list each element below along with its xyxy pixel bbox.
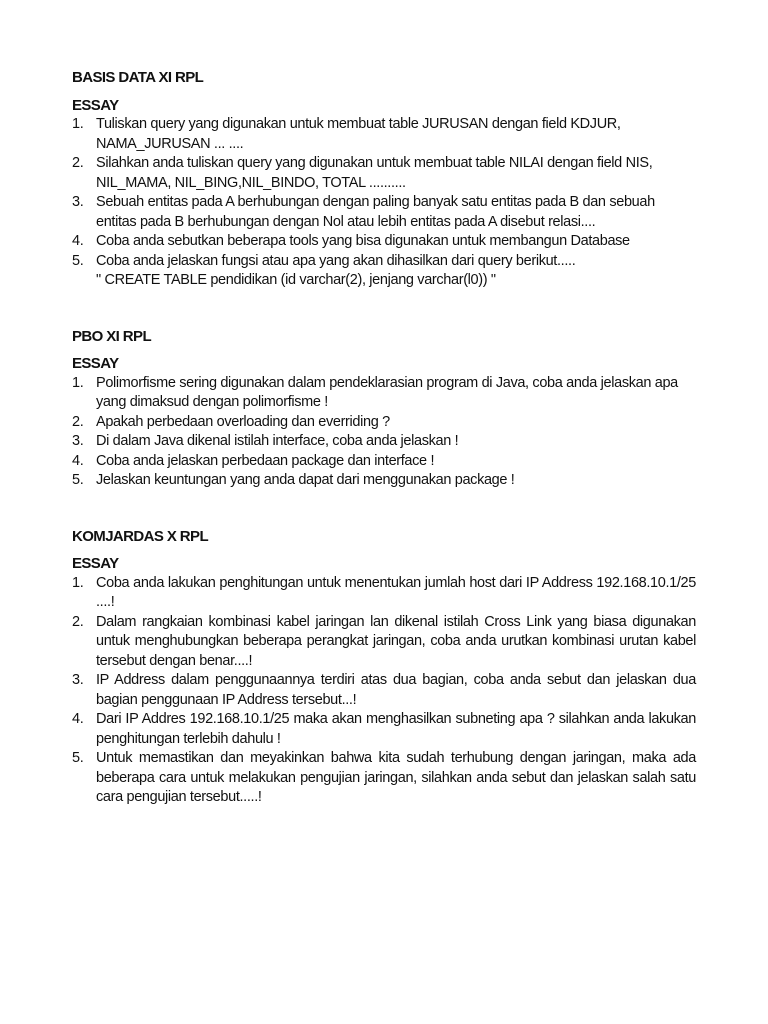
question-text: Apakah perbedaan overloading dan everriding ? bbox=[96, 413, 390, 430]
question-item bbox=[72, 749, 696, 808]
question-text: Jelaskan keuntungan yang anda dapat dari menggunakan package ! bbox=[96, 472, 515, 488]
question-item bbox=[72, 252, 696, 291]
question-number: 2. bbox=[72, 413, 84, 430]
question-number: 3. bbox=[72, 433, 84, 449]
question-number: 2. bbox=[72, 613, 84, 630]
question-number: 3. bbox=[72, 672, 84, 688]
question-text: Coba anda lakukan penghitungan untuk menentukan jumlah host dari IP Address 192.168.10.1/25 ....! bbox=[96, 574, 696, 610]
question-text: Silahkan anda tuliskan query yang digunakan untuk membuat table NILAI dengan field NIS, NIL_MAMA, NIL_BING,NIL_BINDO, TOTAL .......... bbox=[96, 155, 653, 191]
question-number: 3. bbox=[72, 194, 84, 210]
section-pbo bbox=[72, 327, 696, 491]
question-list bbox=[72, 574, 696, 808]
document-page bbox=[72, 68, 696, 844]
question-item bbox=[72, 613, 696, 672]
question-item bbox=[72, 154, 696, 193]
question-list bbox=[72, 374, 696, 491]
section-title: KOMJARDAS X RPL bbox=[72, 527, 209, 545]
question-number: 5. bbox=[72, 252, 84, 269]
question-item bbox=[72, 413, 696, 433]
question-text: Polimorfisme sering digunakan dalam pendeklarasian program di Java, coba anda jelaskan apa yang dimaksud dengan polimorfisme ! bbox=[96, 374, 678, 410]
question-number: 1. bbox=[72, 116, 84, 132]
question-number: 5. bbox=[72, 750, 84, 766]
question-number: 4. bbox=[72, 233, 84, 249]
question-text: Dari IP Addres 192.168.10.1/25 maka akan menghasilkan subneting apa ? silahkan anda lakukan penghitungan terlebih dahulu ! bbox=[96, 711, 696, 747]
question-item bbox=[72, 471, 696, 491]
section-title: PBO XI RPL bbox=[72, 327, 152, 345]
question-number: 1. bbox=[72, 574, 84, 591]
question-number: 4. bbox=[72, 452, 84, 469]
question-text: Coba anda sebutkan beberapa tools yang bisa digunakan untuk membangun Database bbox=[96, 233, 630, 249]
query-example: " CREATE TABLE pendidikan (id varchar(2), jenjang varchar(l0)) " bbox=[96, 272, 496, 288]
question-text: Coba anda jelaskan perbedaan package dan interface ! bbox=[96, 452, 435, 469]
question-number: 5. bbox=[72, 472, 84, 488]
section-komjardas bbox=[72, 527, 696, 808]
essay-label: ESSAY bbox=[72, 355, 119, 372]
essay-label: ESSAY bbox=[72, 555, 119, 572]
question-text: Sebuah entitas pada A berhubungan dengan paling banyak satu entitas pada B dan sebuah entitas pada B berhubungan dengan Nol atau lebih entitas pada A disebut relasi.... bbox=[96, 194, 655, 230]
question-item bbox=[72, 710, 696, 749]
question-item bbox=[72, 115, 696, 154]
question-item bbox=[72, 232, 696, 252]
question-item bbox=[72, 432, 696, 452]
question-text: Coba anda jelaskan fungsi atau apa yang akan dihasilkan dari query berikut..... bbox=[96, 252, 576, 269]
question-number: 2. bbox=[72, 155, 84, 171]
section-basis-data bbox=[72, 68, 696, 291]
question-text: IP Address dalam penggunaannya terdiri atas dua bagian, coba anda sebut dan jelaskan dua bagian penggunaan IP Address tersebut...! bbox=[96, 672, 696, 708]
question-list bbox=[72, 115, 696, 291]
question-text: Tuliskan query yang digunakan untuk membuat table JURUSAN dengan field KDJUR, NAMA_JURUSAN ... .... bbox=[96, 116, 621, 152]
essay-label: ESSAY bbox=[72, 96, 119, 114]
question-number: 1. bbox=[72, 374, 84, 391]
question-item bbox=[72, 452, 696, 472]
question-item bbox=[72, 574, 696, 613]
question-text: Untuk memastikan dan meyakinkan bahwa kita sudah terhubung dengan jaringan, maka ada beberapa cara untuk melakukan pengujian jaringan, silahkan anda sebut dan jelaskan salah satu cara pengujian tersebut.....! bbox=[96, 750, 696, 805]
question-text: Di dalam Java dikenal istilah interface, coba anda jelaskan ! bbox=[96, 433, 459, 449]
section-title: BASIS DATA XI RPL bbox=[72, 69, 204, 86]
question-item bbox=[72, 671, 696, 710]
question-item bbox=[72, 193, 696, 232]
question-item bbox=[72, 374, 696, 413]
question-number: 4. bbox=[72, 711, 84, 727]
question-text-group bbox=[96, 252, 696, 291]
question-text: Dalam rangkaian kombinasi kabel jaringan lan dikenal istilah Cross Link yang biasa digunakan untuk menghubungkan beberapa perangkat jaringan, coba anda urutkan kombinasi urutan kabel tersebut dengan benar....! bbox=[96, 613, 696, 669]
